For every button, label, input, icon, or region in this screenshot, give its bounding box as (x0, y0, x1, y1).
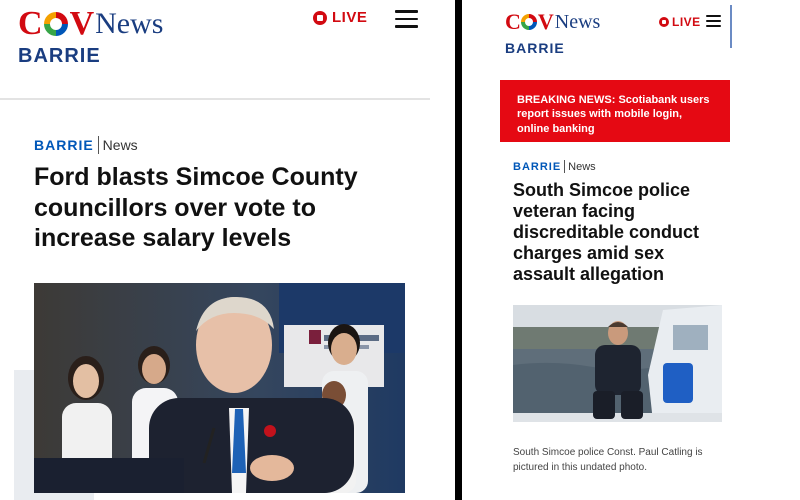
article-photo[interactable] (34, 283, 405, 493)
hamburger-menu-icon[interactable] (395, 10, 418, 33)
live-button[interactable] (659, 15, 701, 29)
ctv-news-logo[interactable] (505, 9, 600, 35)
kicker-category: News (568, 160, 596, 173)
live-icon (659, 17, 669, 27)
section-title[interactable]: BARRIE (505, 40, 565, 56)
kicker-separator (564, 160, 565, 173)
article-headline: South Simcoe police veteran facing discreditable conduct charges amid sex assault allegation (513, 180, 700, 285)
breaking-news-text: BREAKING NEWS: Scotiabank users report issues with mobile login, online banking (517, 94, 710, 135)
article-photo[interactable] (513, 305, 722, 422)
kicker-region-link[interactable]: BARRIE (34, 137, 94, 153)
breaking-news-banner[interactable] (500, 80, 730, 142)
header-divider (0, 98, 430, 100)
right-screen (462, 0, 800, 500)
photo-caption: South Simcoe police Const. Paul Catling is pictured in this undated photo. (513, 447, 703, 473)
ctv-news-logo[interactable] (18, 5, 163, 43)
kicker-category: News (102, 137, 138, 153)
live-label: LIVE (332, 9, 368, 26)
kicker-separator (98, 136, 99, 154)
ctv-logo-mark: C V (18, 5, 94, 42)
hamburger-menu-icon[interactable] (706, 15, 721, 30)
kicker-region-link[interactable]: BARRIE (513, 160, 562, 173)
logo-news-text: News (95, 7, 164, 40)
section-title[interactable]: BARRIE (18, 45, 101, 67)
photo-illustration (513, 305, 722, 422)
article-headline: Ford blasts Simcoe County councillors over vote to increase salary levels (34, 163, 358, 252)
live-label: LIVE (672, 15, 701, 29)
logo-news-text: News (554, 10, 601, 33)
scroll-indicator (730, 5, 732, 48)
article-kicker (513, 160, 596, 173)
live-icon (313, 11, 327, 25)
article-kicker (34, 136, 138, 154)
photo-illustration (34, 283, 405, 493)
ctv-logo-mark: C V (505, 9, 553, 34)
live-button[interactable] (313, 9, 367, 26)
